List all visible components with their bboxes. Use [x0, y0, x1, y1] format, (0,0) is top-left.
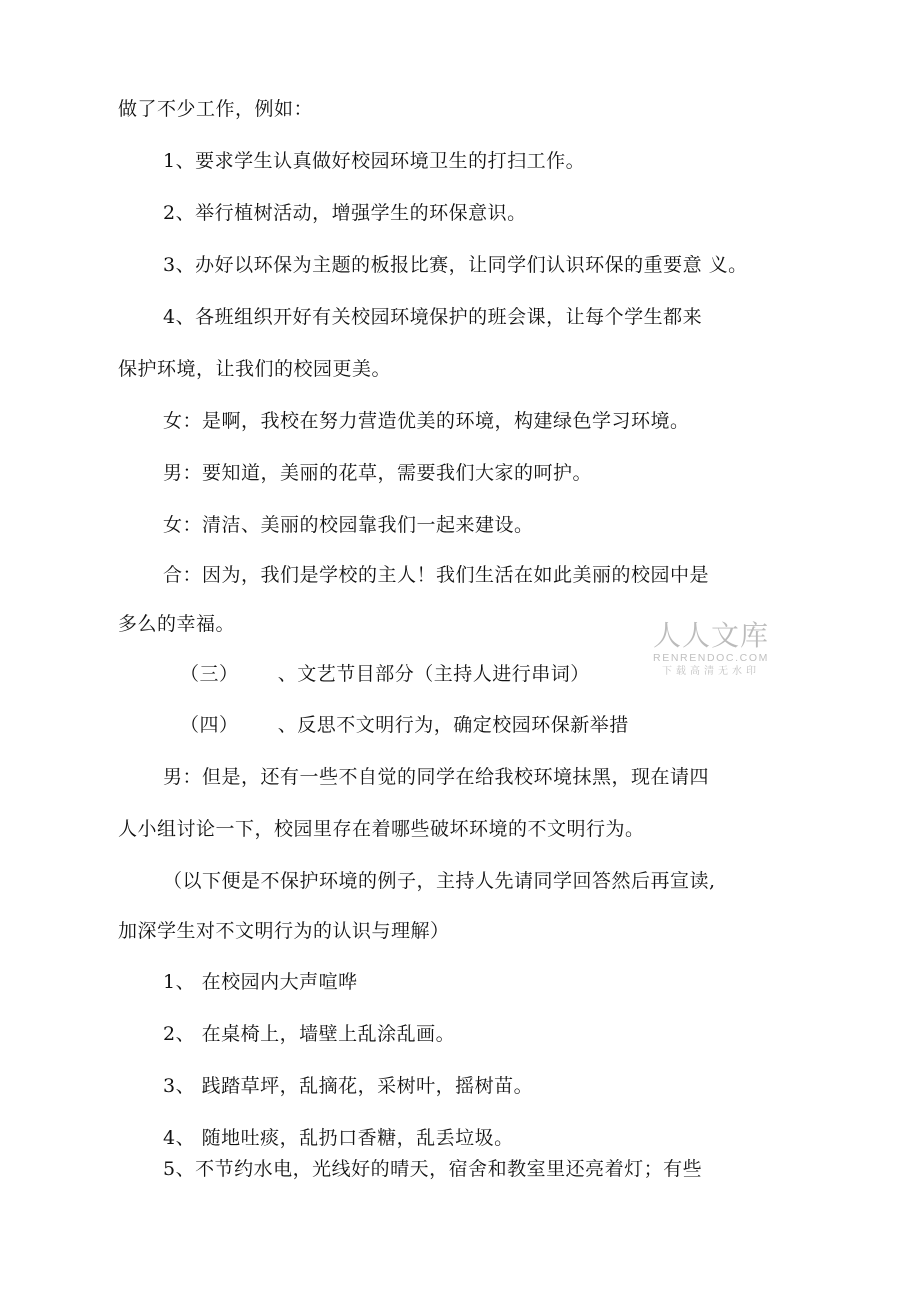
- text-line: 男：但是，还有一些不自觉的同学在给我校环境抹黑，现在请四: [163, 766, 710, 788]
- list-item: 3、 践踏草坪，乱摘花，采树叶，摇树苗。: [163, 1075, 534, 1097]
- text-line: （以下便是不保护环境的例子，主持人先请同学回答然后再宣读,: [163, 870, 716, 892]
- text-line: 合：因为，我们是学校的主人！我们生活在如此美丽的校园中是: [163, 564, 710, 586]
- text-line: 做了不少工作，例如：: [118, 98, 314, 120]
- watermark-tagline: 下载高清无水印: [662, 666, 760, 677]
- watermark-logo: [647, 620, 775, 678]
- watermark-title: 人人文库: [652, 619, 769, 652]
- text-line: 4、各班组织开好有关校园环境保护的班会课，让每个学生都来: [163, 306, 703, 328]
- section-heading: （三） 、文艺节目部分（主持人进行串词）: [180, 663, 590, 685]
- text-line: 保护环境，让我们的校园更美。: [118, 358, 392, 380]
- list-item: 1、 在校园内大声喧哗: [163, 971, 358, 993]
- text-line: 人小组讨论一下，校园里存在着哪些破坏环境的不文明行为。: [118, 818, 645, 840]
- text-line: 1、要求学生认真做好校园环境卫生的打扫工作。: [163, 150, 586, 172]
- watermark-site: RENRENDOC.COM: [653, 652, 769, 664]
- list-item: 4、 随地吐痰，乱扔口香糖，乱丢垃圾。: [163, 1127, 514, 1149]
- text-line: 男：要知道，美丽的花草，需要我们大家的呵护。: [163, 462, 593, 484]
- list-item: 2、 在桌椅上，墙壁上乱涂乱画。: [163, 1023, 456, 1045]
- text-line: 女：清洁、美丽的校园靠我们一起来建设。: [163, 514, 534, 536]
- text-line: 女：是啊，我校在努力营造优美的环境，构建绿色学习环境。: [163, 410, 690, 432]
- text-line: 加深学生对不文明行为的认识与理解）: [118, 920, 450, 942]
- text-line: 多么的幸福。: [118, 613, 236, 635]
- text-line: 3、办好以环保为主题的板报比赛，让同学们认识环保的重要意 义。: [163, 254, 748, 276]
- text-line: 2、举行植树活动，增强学生的环保意识。: [163, 202, 527, 224]
- section-heading: （四） 、反思不文明行为，确定校园环保新举措: [180, 714, 629, 736]
- list-item: 5、不节约水电，光线好的晴天，宿舍和教室里还亮着灯；有些: [163, 1158, 703, 1180]
